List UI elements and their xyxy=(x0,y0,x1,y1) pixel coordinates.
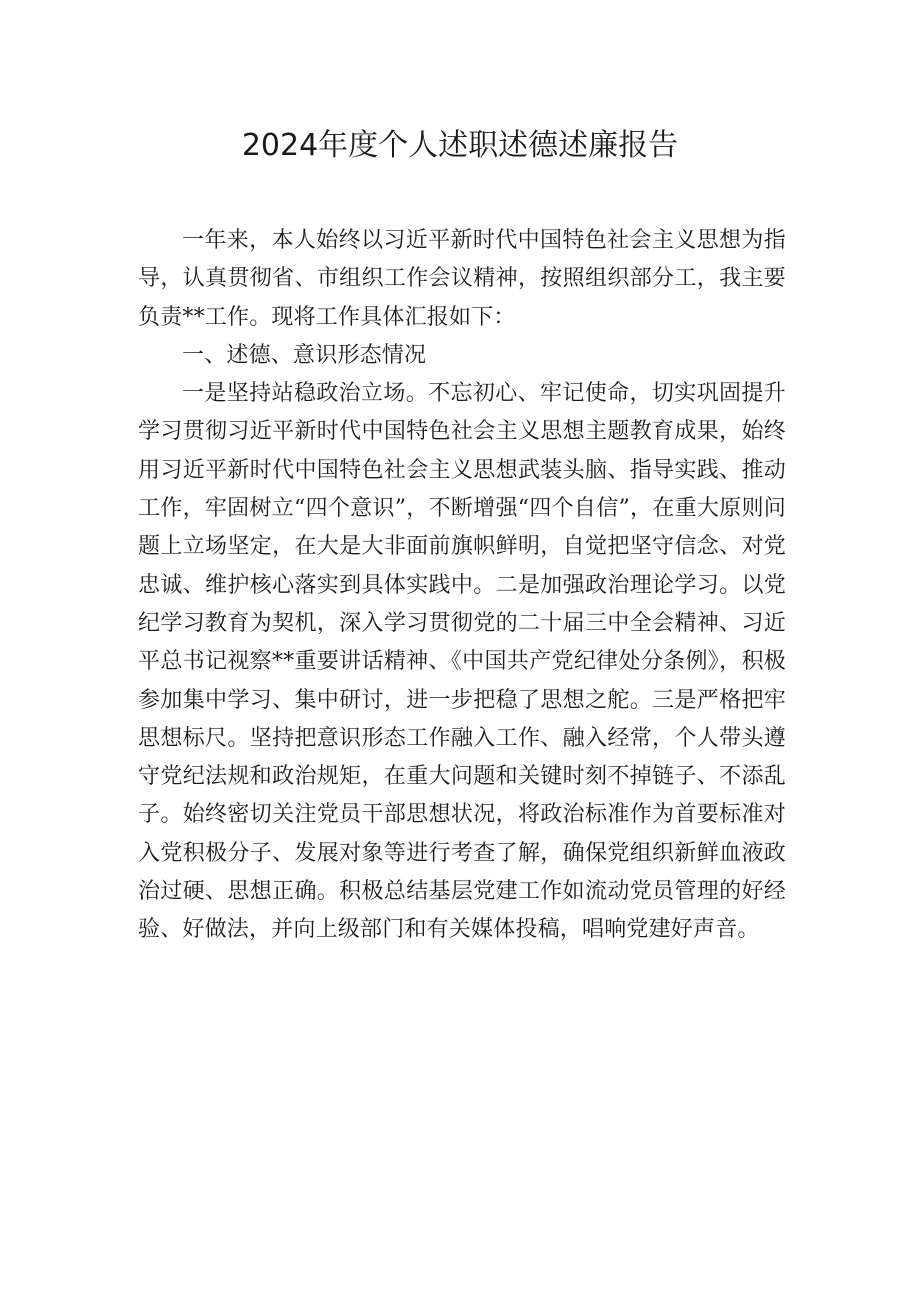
document-body xyxy=(138,222,786,950)
document-title: 2024年度个人述职述德述廉报告 xyxy=(241,128,679,163)
section-paragraph: 一是坚持站稳政治立场。不忘初心、牢记使命，切实巩固提升学习贯彻习近平新时代中国特色社会主义思想主题教育成果，始终用习近平新时代中国特色社会主义思想武装头脑、指导实践、推动工作，牢固树立“四个意识”，不断增强“四个自信”，在重大原则问题上立场坚定，在大是大非面前旗帜鲜明，自觉把坚守信念、对党忠诚、维护核心落实到具体实践中。二是加强政治理论学习。以党纪学习教育为契机，深入学习贯彻党的二十届三中全会精神、习近平总书记视察**重要讲话精神、《中国共产党纪律处分条例》，积极参加集中学习、集中研讨，进一步把稳了思想之舵。三是严格把牢思想标尺。坚持把意识形态工作融入工作、融入经常，个人带头遵守党纪法规和政治规矩，在重大问题和关键时刻不掉链子、不添乱子。始终密切关注党员干部思想状况，将政治标准作为首要标准对入党积极分子、发展对象等进行考查了解，确保党组织新鲜血液政治过硬、思想正确。积极总结基层党建工作如流动党员管理的好经验、好做法，并向上级部门和有关媒体投稿，唱响党建好声音。 xyxy=(138,381,786,943)
intro-paragraph: 一年来，本人始终以习近平新时代中国特色社会主义思想为指导，认真贯彻省、市组织工作会议精神，按照组织部分工，我主要负责**工作。现将工作具体汇报如下： xyxy=(138,228,786,330)
section-heading: 一、述德、意识形态情况 xyxy=(182,342,427,368)
